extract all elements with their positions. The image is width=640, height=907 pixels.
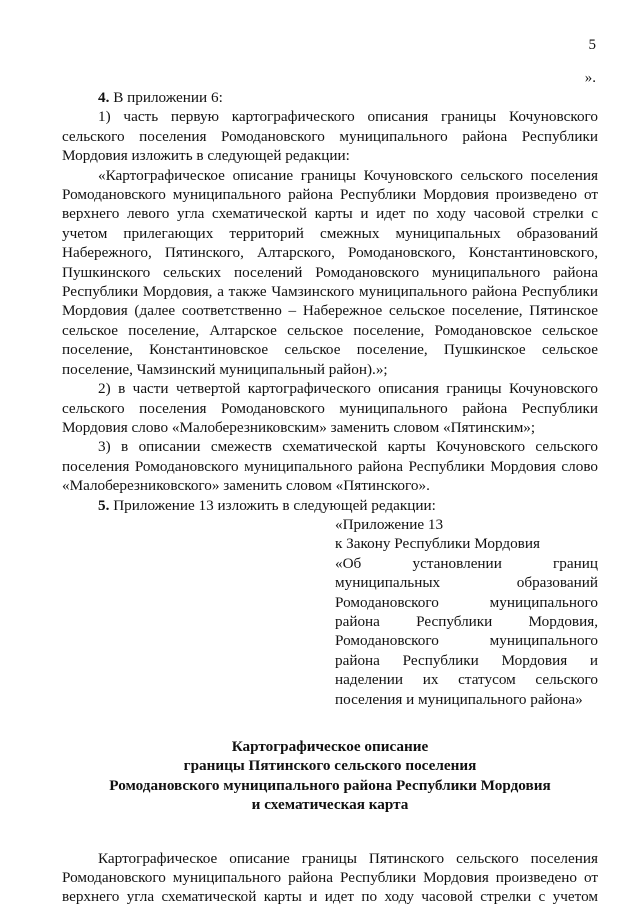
appendix-line-2: к Закону Республики Мордовия	[335, 535, 540, 553]
section-5-heading-text: Приложение 13 изложить в следующей редакции:	[109, 496, 436, 514]
final-paragraph: Картографическое описание границы Пятинского сельского поселения Ромодановского муниципального района Республики Мордовия произведено от верхнего угла схематической карты и идет по ходу часовой стрелки с учетом	[62, 849, 598, 906]
section-4-item-1: 1) часть первую картографического описания границы Кочуновского сельского поселения Ромодановского муниципального района Республики Мордовия изложить в следующей редакции:	[62, 108, 598, 165]
document-title	[62, 737, 598, 815]
section-4-number: 4.	[98, 89, 110, 106]
appendix-line-10: поселения и муниципального района»	[335, 690, 583, 708]
title-line-3: Ромодановского муниципального района Республики Мордовия	[109, 776, 551, 794]
appendix-line-7: Ромодановского муниципального	[335, 632, 598, 650]
title-line-1: Картографическое описание	[231, 738, 429, 755]
appendix-line-8: района Республики Мордовия и	[335, 651, 598, 669]
closing-quote: ».	[584, 70, 596, 86]
appendix-header	[335, 515, 598, 709]
title-line-4: и схематическая карта	[251, 796, 409, 814]
appendix-line-1: «Приложение 13	[335, 515, 444, 533]
section-4-item-3: 3) в описании смежеств схематической карты Кочуновского сельского поселения Ромодановского муниципального района Республики Мордовия слово «Малоберезниковского» заменить словом «Пятинского».	[62, 438, 598, 495]
appendix-line-5: Ромодановского муниципального	[335, 593, 598, 611]
appendix-line-6: района Республики Мордовия,	[335, 612, 598, 630]
appendix-line-3: «Об установлении границ	[335, 554, 598, 572]
section-5-heading	[62, 496, 598, 515]
page-number: 5	[588, 37, 596, 53]
section-5-number: 5.	[98, 496, 110, 514]
section-4-heading	[62, 88, 598, 107]
section-4-item-2: 2) в части четвертой картографического описания границы Кочуновского сельского поселения Ромодановского муниципального района Республики Мордовия слово «Малоберезниковским» заменить словом «Пятинским»;	[62, 380, 598, 436]
appendix-line-4: муниципальных образований	[335, 574, 598, 592]
document-body	[62, 88, 598, 907]
title-line-2: границы Пятинского сельского поселения	[183, 757, 477, 775]
appendix-line-9: наделении их статусом сельского	[335, 671, 598, 689]
section-4-heading-text: В приложении 6:	[109, 89, 223, 106]
section-4-quote: «Картографическое описание границы Кочуновского сельского поселения Ромодановского муниципального района Республики Мордовия произведено от верхнего левого угла схематической карты и идет по ходу часовой стрелки с учетом прилегающих территорий смежных муниципальных образований Набережного, Пятинского, Алтарского, Ромодановского, Константиновского, Пушкинского сельских поселений Ромодановского муниципального района Республики Мордовия, а также Чамзинского муниципального района Республики Мордовия (далее соответственно – Набережное сельское поселение, Пятинское сельское поселение, Алтарское сельское поселение, Ромодановское сельское поселение, Константиновское сельское поселение, Пушкинское сельское поселение, Чамзинский муниципальный район).»;	[62, 166, 598, 378]
